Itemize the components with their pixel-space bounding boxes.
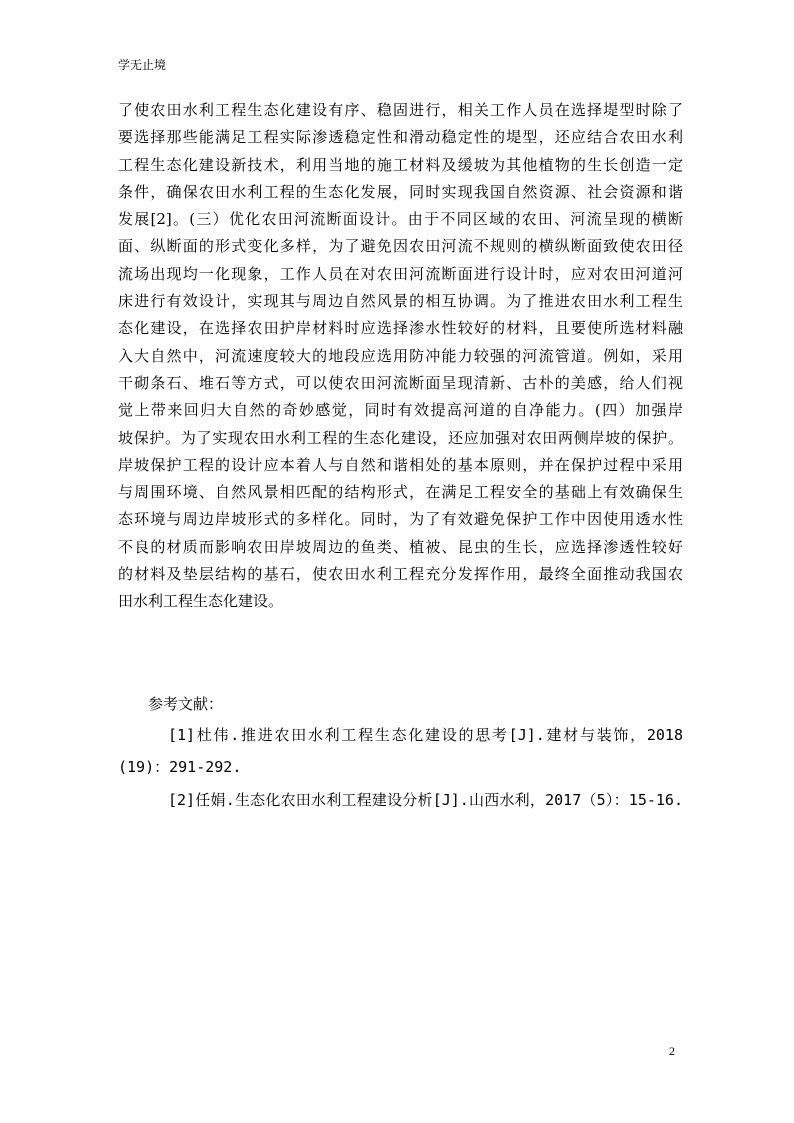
paragraph-line: 要选择那些能满足工程实际渗透稳定性和滑动稳定性的堤型，还应结合农田水利 [118,128,683,147]
paragraph-line: 流场出现均一化现象，工作人员在对农田河流断面进行设计时，应对农田河道河 [118,264,683,283]
paragraph-line: 态化建设，在选择农田护岸材料时应选择渗水性较好的材料，且要使所选材料融 [118,319,683,338]
paragraph-line: 了使农田水利工程生态化建设有序、稳固进行，相关工作人员在选择堤型时除了 [118,101,683,119]
paragraph-line: 不良的材质而影响农田岸坡周边的鱼类、植被、昆虫的生长，应选择渗透性较好 [118,537,683,556]
paragraph-line: 田水利工程生态化建设。 [118,592,284,611]
paragraph-line: 干砌条石、堆石等方式，可以使农田河流断面呈现清新、古朴的美感，给人们视 [118,373,683,392]
references-title: 参考文献： [148,695,224,713]
paragraph-line: 态环境与周边岸坡形式的多样化。同时，为了有效避免保护工作中因使用透水性 [118,510,683,529]
paragraph-line: 面、纵断面的形式变化多样，为了避免因农田河流不规则的横纵断面致使农田径 [118,237,683,256]
page-header: 学无止境 [118,58,167,72]
paragraph-line: 入大自然中，河流速度较大的地段应选用防冲能力较强的河流管道。例如，采用 [118,346,683,365]
page-number: 2 [669,1044,675,1058]
paragraph-line: 坡保护。为了实现农田水利工程的生态化建设，还应加强对农田两侧岸坡的保护。 [118,428,683,447]
body-paragraph [118,97,683,616]
paragraph-line: 工程生态化建设新技术，利用当地的施工材料及缓坡为其他植物的生长创造一定 [118,155,683,174]
paragraph-line: 岸坡保护工程的设计应本着人与自然和谐相处的基本原则，并在保护过程中采用 [118,455,683,474]
paragraph-line: 的材料及垫层结构的基石，使农田水利工程充分发挥作用，最终全面推动我国农 [118,565,683,584]
reference-1-line-1: [1]杜伟.推进农田水利工程生态化建设的思考[J].建材与装饰，2018 [168,726,683,744]
paragraph-line: 床进行有效设计，实现其与周边自然风景的相互协调。为了推进农田水利工程生 [118,292,683,311]
paragraph-line: 发展[2]。(三）优化农田河流断面设计。由于不同区域的农田、河流呈现的横断 [118,210,683,229]
paragraph-line: 觉上带来回归大自然的奇妙感觉，同时有效提高河道的自净能力。(四）加强岸 [118,401,683,420]
reference-2: [2]任娟.生态化农田水利工程建设分析[J].山西水利，2017（5）：15-16. [168,791,683,809]
reference-1-line-2: (19)：291-292. [118,758,242,776]
paragraph-line: 条件，确保农田水利工程的生态化发展，同时实现我国自然资源、社会资源和谐 [118,182,683,201]
paragraph-line: 与周围环境、自然风景相匹配的结构形式，在满足工程安全的基础上有效确保生 [118,483,683,502]
